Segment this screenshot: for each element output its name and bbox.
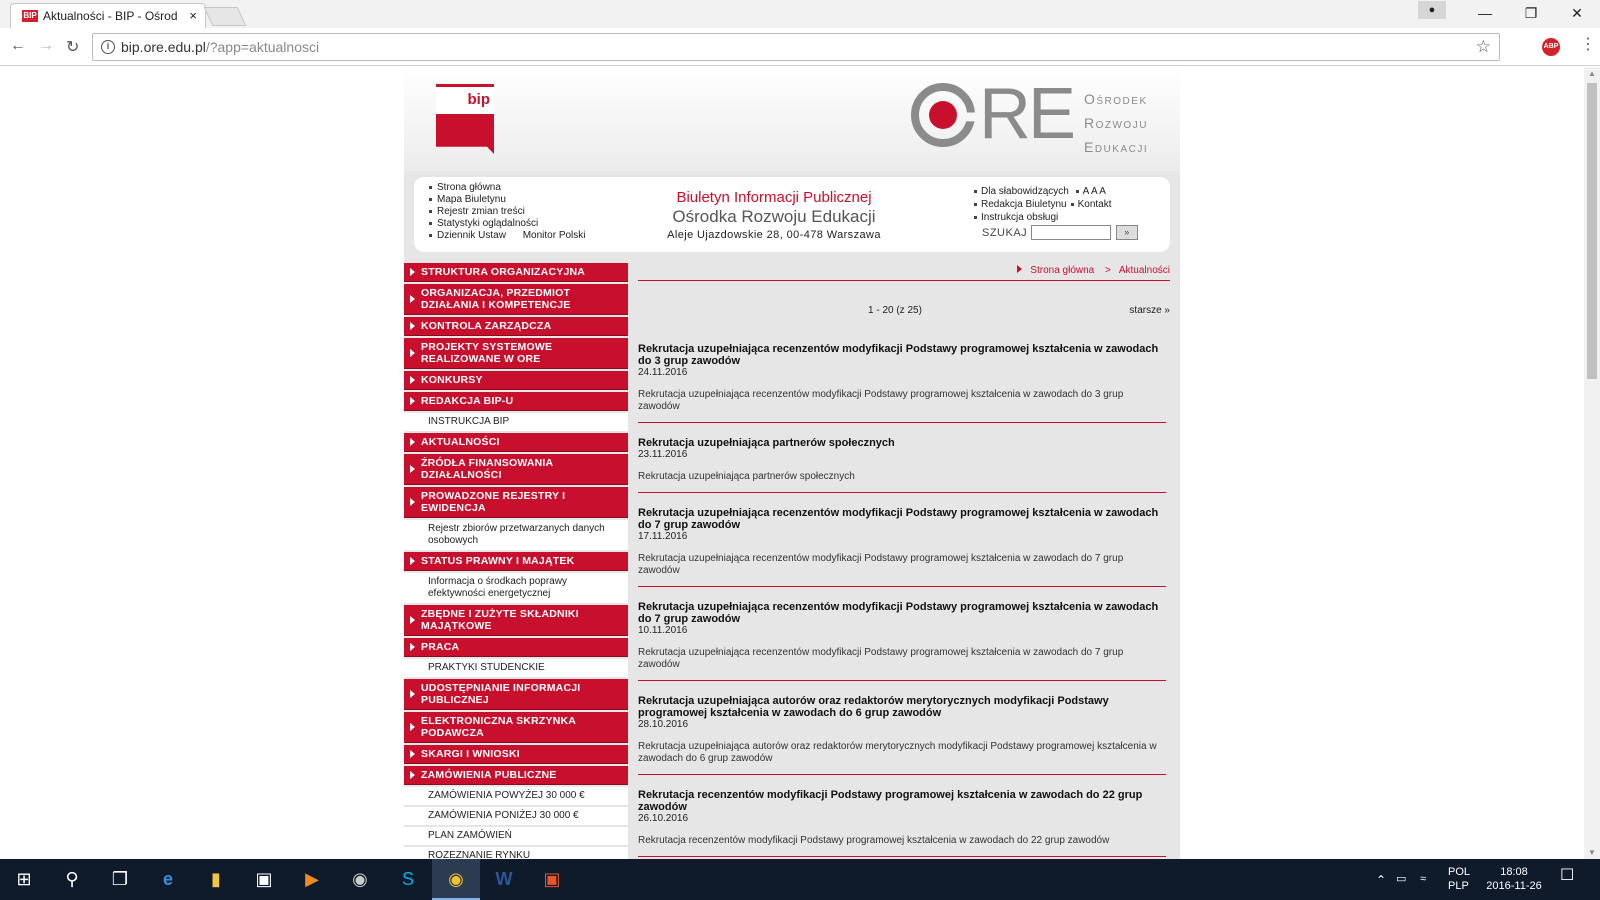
search-label: SZUKAJ — [982, 227, 1028, 239]
sidebar-menu — [404, 263, 628, 859]
search-box — [982, 227, 1130, 239]
sidebar-item[interactable]: ŹRÓDŁA FINANSOWANIA DZIAŁALNOŚCI — [404, 454, 628, 485]
bip-title: Biuletyn Informacji Publicznej — [676, 189, 872, 206]
news-date: 28.10.2016 — [638, 719, 689, 730]
skype-icon[interactable]: S — [401, 869, 414, 889]
scrollbar-thumb[interactable] — [1587, 83, 1597, 379]
pager-older-link[interactable]: starsze » — [1129, 305, 1170, 316]
search-icon[interactable]: ⚲ — [65, 869, 79, 889]
notifications-icon[interactable]: ☐ — [1560, 867, 1575, 884]
link-monitor[interactable]: Monitor Polski — [522, 230, 586, 241]
forward-icon[interactable]: → — [38, 37, 54, 54]
breadcrumb-current[interactable]: Aktualności — [1118, 265, 1170, 276]
top-links-panel — [414, 177, 1170, 252]
link-contact[interactable]: Kontakt — [1071, 199, 1112, 210]
sidebar-item[interactable]: STATUS PRAWNY I MAJĄTEK — [404, 552, 628, 571]
news-summary: Rekrutacja uzupełniająca partnerów społecznych — [638, 471, 855, 482]
adblock-plus-icon[interactable]: ABP — [1542, 38, 1560, 56]
pager-count: 1 - 20 (z 25) — [868, 305, 922, 316]
link-row — [429, 230, 586, 242]
bip-title-block — [624, 189, 924, 243]
tray-chevron-icon[interactable]: ⌃ — [1376, 873, 1387, 887]
ore-logo-text: RE — [979, 74, 1074, 154]
news-date: 24.11.2016 — [638, 367, 688, 378]
edge-icon[interactable]: e — [162, 869, 173, 889]
page-viewport — [0, 67, 1584, 859]
ore-name-line: Edukacji — [1084, 139, 1149, 155]
site-info-icon[interactable]: i — [101, 40, 115, 54]
sidebar-item[interactable]: SKARGI I WNIOSKI — [404, 745, 628, 764]
ore-dot-icon — [929, 101, 957, 129]
sidebar-item[interactable]: ORGANIZACJA, PRZEDMIOT DZIAŁANIA I KOMPETENCJE — [404, 284, 628, 315]
sidebar-item[interactable]: PROWADZONE REJESTRY I EWIDENCJA — [404, 487, 628, 518]
clock-date: 2016-11-26 — [1486, 880, 1542, 892]
sidebar-item[interactable]: AKTUALNOŚCI — [404, 433, 628, 452]
news-date: 26.10.2016 — [638, 813, 689, 824]
link-dziennik[interactable]: Dziennik Ustaw — [437, 230, 506, 241]
news-title[interactable]: Rekrutacja uzupełniająca partnerów społecznych — [638, 437, 895, 449]
wifi-icon[interactable]: ≈ — [1420, 873, 1427, 885]
sidebar-subitem[interactable]: INSTRUKCJA BIP — [404, 413, 628, 431]
lang-secondary: PLP — [1448, 880, 1469, 892]
sidebar-item[interactable]: PRACA — [404, 638, 628, 657]
news-summary: Rekrutacja uzupełniająca recenzentów modyfikacji Podstawy programowej kształcenia w zawodach do 7 grup zawodów — [638, 647, 1124, 670]
reload-icon[interactable]: ↻ — [66, 39, 80, 56]
link-instruction[interactable]: Instrukcja obsługi — [974, 212, 1058, 223]
clock[interactable] — [1484, 865, 1544, 893]
sidebar-subitem[interactable]: ROZEZNANIE RYNKU — [404, 847, 628, 859]
sidebar-subitem[interactable]: PLAN ZAMÓWIEŃ — [404, 827, 628, 845]
link-redakcja[interactable]: Redakcja Biuletynu — [974, 199, 1067, 210]
browser-tabbar — [0, 0, 1600, 28]
word-icon[interactable]: W — [495, 869, 513, 889]
scroll-up-icon[interactable]: ▲ — [1588, 69, 1596, 78]
sidebar-item[interactable]: UDOSTĘPNIANIE INFORMACJI PUBLICZNEJ — [404, 679, 628, 710]
chrome-icon[interactable]: ◉ — [432, 859, 480, 900]
breadcrumb-home[interactable]: Strona główna — [1030, 265, 1095, 276]
ore-name-line: Rozwoju — [1084, 115, 1148, 131]
search-button[interactable]: » — [1116, 225, 1138, 240]
file-explorer-icon[interactable]: ▮ — [211, 869, 221, 889]
news-summary: Rekrutacja uzupełniająca autorów oraz redaktorów merytorycznych modyfikacji Podstawy programowej kształcenia w zawodach do 6 grup zawodów — [638, 741, 1157, 764]
news-item — [638, 689, 1166, 775]
ore-name-line: Ośrodek — [1084, 91, 1148, 107]
address-bar[interactable] — [92, 33, 1500, 61]
news-title[interactable]: Rekrutacja uzupełniająca autorów oraz redaktorów merytorycznych modyfikacji Podstawy programowej kształcenia w zawodach do 6 grup zawodów — [638, 695, 1109, 719]
url-host: bip.ore.edu.pl — [121, 39, 206, 55]
breadcrumb-arrow-icon — [1017, 265, 1022, 273]
news-title[interactable]: Rekrutacja uzupełniająca recenzentów modyfikacji Podstawy programowej kształcenia w zawodach do 7 grup zawodów — [638, 601, 1159, 625]
link-changes[interactable]: Rejestr zmian treści — [429, 206, 586, 218]
sidebar-item[interactable]: REDAKCJA BIP-U — [404, 392, 628, 411]
page-scrollbar[interactable] — [1584, 67, 1600, 859]
news-summary: Rekrutacja recenzentów modyfikacji Podstawy programowej kształcenia w zawodach do 22 grup zawodów — [638, 835, 1110, 846]
sidebar-item[interactable]: ELEKTRONICZNA SKRZYNKA PODAWCZA — [404, 712, 628, 743]
tab-close-icon[interactable]: × — [189, 8, 197, 23]
page-header — [404, 67, 1180, 171]
sidebar-subitem[interactable]: PRAKTYKI STUDENCKIE — [404, 659, 628, 677]
sidebar-item[interactable]: ZBĘDNE I ZUŻYTE SKŁADNIKI MAJĄTKOWE — [404, 605, 628, 636]
sidebar-subitem[interactable]: Rejestr zbiorów przetwarzanych danych osobowych — [404, 520, 628, 550]
bip-logo-text: bip — [436, 84, 494, 116]
news-item — [638, 783, 1166, 857]
breadcrumb — [638, 263, 1170, 281]
link-map[interactable]: Mapa Biuletynu — [429, 194, 586, 206]
sidebar-item[interactable]: KONTROLA ZARZĄDCZA — [404, 317, 628, 336]
sidebar-item[interactable]: KONKURSY — [404, 371, 628, 390]
user-profile-icon[interactable]: ● — [1418, 1, 1446, 19]
bip-logo[interactable] — [436, 84, 494, 152]
news-title[interactable]: Rekrutacja uzupełniająca recenzentów modyfikacji Podstawy programowej kształcenia w zawodach do 7 grup zawodów — [638, 507, 1159, 531]
link-low-vision[interactable]: Dla słabowidzących — [974, 186, 1069, 197]
breadcrumb-separator: > — [1105, 265, 1111, 276]
scroll-down-icon[interactable]: ▼ — [1588, 848, 1596, 857]
news-date: 23.11.2016 — [638, 449, 688, 460]
ore-name — [1084, 87, 1148, 159]
news-item — [638, 431, 1166, 493]
sidebar-item[interactable]: PROJEKTY SYSTEMOWE REALIZOWANE W ORE — [404, 338, 628, 369]
tab-title: Aktualności - BIP - Ośrod — [43, 9, 178, 23]
media-player-icon[interactable]: ▶ — [305, 869, 319, 889]
ore-logo[interactable] — [907, 74, 1074, 154]
news-date: 10.11.2016 — [638, 625, 688, 636]
news-date: 17.11.2016 — [638, 531, 688, 542]
sidebar-item[interactable]: ZAMÓWIENIA PUBLICZNE — [404, 766, 628, 785]
new-tab-button[interactable] — [204, 7, 247, 26]
browser-toolbar — [0, 28, 1600, 66]
sidebar-subitem[interactable]: ZAMÓWIENIA POWYŻEJ 30 000 € — [404, 787, 628, 805]
link-stats[interactable]: Statystyki oglądalności — [429, 218, 586, 230]
minimize-icon[interactable]: — — [1478, 5, 1492, 21]
battery-icon[interactable]: ▭ — [1396, 873, 1407, 885]
link-home[interactable]: Strona główna — [429, 182, 586, 194]
language-indicator[interactable] — [1448, 865, 1470, 893]
news-title[interactable]: Rekrutacja uzupełniająca recenzentów modyfikacji Podstawy programowej kształcenia w zawodach do 3 grup zawodów — [638, 343, 1159, 367]
app-circle-icon[interactable]: ◉ — [352, 869, 368, 889]
task-view-icon[interactable]: ❐ — [111, 869, 129, 889]
start-icon[interactable]: ⊞ — [16, 869, 32, 889]
news-item — [638, 501, 1166, 587]
bip-page — [404, 67, 1180, 859]
store-icon[interactable]: ▣ — [255, 869, 273, 889]
bip-subtitle: Ośrodka Rozwoju Edukacji — [672, 207, 876, 226]
bip-favicon-icon: BIP — [23, 11, 37, 20]
sidebar-item[interactable]: STRUKTURA ORGANIZACYJNA — [404, 263, 628, 282]
news-list — [638, 337, 1166, 859]
news-item — [638, 337, 1166, 423]
windows-taskbar — [0, 859, 1600, 900]
news-summary: Rekrutacja uzupełniająca recenzentów modyfikacji Podstawy programowej kształcenia w zawodach do 7 grup zawodów — [638, 553, 1124, 576]
font-size-switch[interactable]: A A A — [1076, 186, 1106, 197]
browser-menu-icon[interactable]: ⋮ — [1580, 36, 1596, 53]
sidebar-subitem[interactable]: ZAMÓWIENIA PONIŻEJ 30 000 € — [404, 807, 628, 825]
news-title[interactable]: Rekrutacja recenzentów modyfikacji Podstawy programowej kształcenia w zawodach do 22 grup zawodów — [638, 789, 1143, 813]
bookmark-star-icon[interactable]: ☆ — [1475, 37, 1491, 56]
lang-primary: POL — [1448, 866, 1471, 878]
top-left-links — [429, 182, 586, 242]
news-item — [638, 595, 1166, 681]
news-summary: Rekrutacja uzupełniająca recenzentów modyfikacji Podstawy programowej kształcenia w zawodach do 3 grup zawodów — [638, 389, 1124, 412]
app-orange-icon[interactable]: ▣ — [543, 869, 561, 889]
url-path: /?app=aktualnosci — [205, 39, 320, 55]
search-input[interactable] — [1031, 225, 1111, 240]
clock-time: 18:08 — [1500, 866, 1528, 878]
top-right-links — [974, 185, 1116, 224]
bip-address: Aleje Ujazdowskie 28, 00-478 Warszawa — [667, 229, 881, 241]
restore-icon[interactable]: ❐ — [1524, 5, 1538, 21]
browser-tab[interactable] — [10, 3, 206, 28]
close-window-icon[interactable]: ✕ — [1571, 5, 1583, 21]
back-icon[interactable]: ← — [10, 37, 26, 54]
sidebar-subitem[interactable]: Informacja o środkach poprawy efektywności energetycznej — [404, 573, 628, 603]
bip-flag-icon — [436, 114, 494, 154]
